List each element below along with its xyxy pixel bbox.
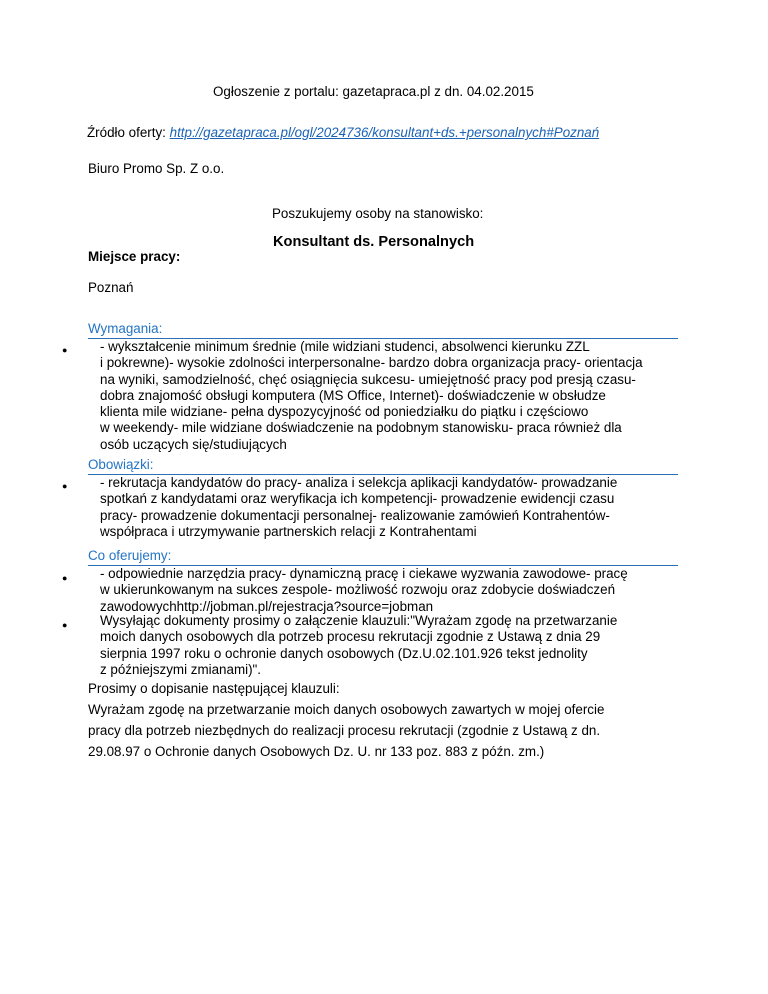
workplace-label: Miejsce pracy: [88, 249, 181, 264]
offer-title: Co oferujemy: [88, 548, 172, 563]
closing-line: pracy dla potrzeb niezbędnych do realizacji procesu rekrutacji (zgodnie z Ustawą z dn. [88, 723, 601, 738]
bullet-icon: ● [62, 620, 68, 630]
requirements-title: Wymagania: [88, 321, 163, 336]
workplace-value: Poznań [88, 280, 134, 295]
offer-line: z późniejszymi zmianami)". [100, 661, 262, 677]
closing-line: 29.08.97 o Ochronie danych Osobowych Dz. U. nr 133 poz. 883 z późn. zm.) [88, 744, 545, 759]
requirements-line: dobra znajomość obsługi komputera (MS Office, Internet)- doświadczenie w obsłudze [100, 387, 606, 403]
company-name: Biuro Promo Sp. Z o.o. [88, 161, 225, 176]
duties-line: - rekrutacja kandydatów do pracy- analiza i selekcja aplikacji kandydatów- prowadzanie [100, 475, 618, 490]
position-title: Konsultant ds. Personalnych [273, 234, 475, 250]
requirements-line: osób uczących się/studiujących [100, 436, 287, 452]
requirements-text [100, 339, 643, 453]
offer-line: Wysyłając dokumenty prosimy o załączenie klauzuli:"Wyrażam zgodę na przetwarzanie [100, 613, 618, 628]
offer-line: w ukierunkowanym na sukces zespole- możliwość rozwoju oraz zdobycie doświadczeń [100, 582, 616, 598]
offer-line: moich danych osobowych dla potrzeb procesu rekrutacji zgodnie z Ustawą z dnia 29 [100, 629, 601, 645]
requirements-line: klienta mile widziane- pełna dyspozycyjność od poniedziałku do piątku i częściowo [100, 404, 589, 420]
offer-line: zawodowychhttp://jobman.pl/rejestracja?source=jobman [100, 598, 434, 614]
source-link[interactable]: http://gazetapraca.pl/ogl/2024736/konsultant+ds.+personalnych#Poznań [169, 125, 600, 140]
bullet-icon: ● [62, 345, 68, 355]
source-line [87, 125, 599, 141]
duties-title: Obowiązki: [88, 457, 154, 472]
bullet-icon: ● [62, 573, 68, 583]
requirements-line: w weekendy- mile widziane doświadczenie na podobnym stanowisku- praca również dla [100, 420, 622, 436]
requirements-line: na wyniki, samodzielność, chęć osiągnięcia sukcesu- umiejętność pracy pod presją czasu- [100, 371, 636, 387]
offer-line: - odpowiednie narzędzia pracy- dynamiczną pracę i ciekawe wyzwania zawodowe- pracę [100, 566, 628, 581]
duties-line: pracy- prowadzenie dokumentacji personalnej- realizowanie zamówień Kontrahentów- [100, 507, 610, 523]
closing-line: Wyrażam zgodę na przetwarzanie moich danych osobowych zawartych w mojej ofercie [88, 702, 605, 717]
closing-line: Prosimy o dopisanie następującej klauzuli: [88, 681, 340, 696]
offer-line: sierpnia 1997 roku o ochronie danych osobowych (Dz.U.02.101.926 tekst jednolity [100, 645, 588, 661]
duties-line: współpraca i utrzymywanie partnerskich relacji z Kontrahentami [100, 523, 477, 539]
offer-item-1 [100, 566, 628, 615]
requirements-line: - wykształcenie minimum średnie (mile widziani studenci, absolwenci kierunku ZZL [100, 339, 590, 354]
position-intro: Poszukujemy osoby na stanowisko: [272, 206, 484, 221]
bullet-icon: ● [62, 481, 68, 491]
offer-item-2 [100, 613, 617, 678]
portal-notice: Ogłoszenie z portalu: gazetapraca.pl z dn. 04.02.2015 [213, 84, 534, 99]
duties-text [100, 475, 617, 540]
closing-clause [88, 678, 604, 762]
duties-line: spotkań z kandydatami oraz weryfikacja ich kompetencji- prowadzenie ewidencji czasu [100, 491, 615, 507]
source-label: Źródło oferty: [87, 125, 166, 140]
requirements-line: i pokrewne)- wysokie zdolności interpersonalne- bardzo dobra organizacja pracy- orientacja [100, 355, 643, 371]
